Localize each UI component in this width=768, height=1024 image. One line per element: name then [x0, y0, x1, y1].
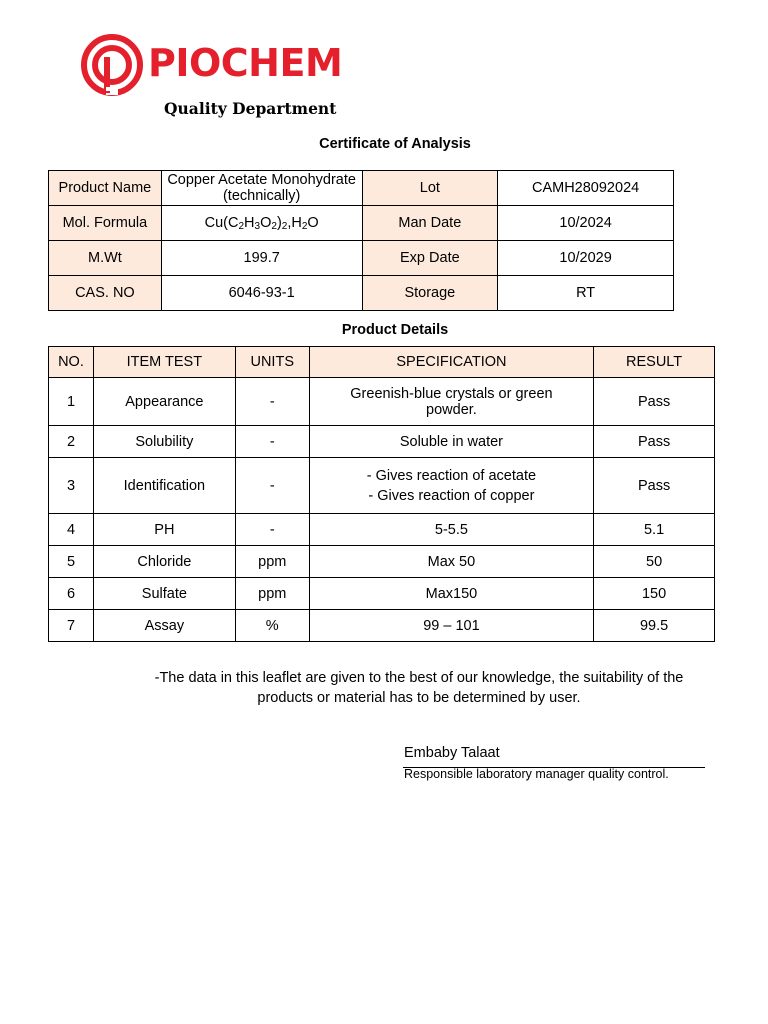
table-row: [49, 610, 715, 642]
specification-line: - Gives reaction of acetate: [366, 467, 537, 484]
specification-line: 99 – 101: [423, 617, 480, 634]
units: -: [235, 514, 309, 546]
item-test: Appearance: [93, 378, 235, 426]
specification: [309, 378, 593, 426]
disclaimer-text: -The data in this leaflet are given to the best of our knowledge, the suitability of the products or material has to be determined by user.: [154, 670, 684, 706]
table-row: [49, 171, 674, 206]
lot-value: CAMH28092024: [498, 171, 674, 206]
storage-label: Storage: [362, 276, 498, 311]
specification: [309, 610, 593, 642]
row-number: 5: [49, 546, 94, 578]
man-date-label: Man Date: [362, 206, 498, 241]
product-details-table: [48, 346, 715, 642]
item-test: Assay: [93, 610, 235, 642]
specification-line: 5-5.5: [434, 521, 468, 538]
brand-name: PIOCHEM: [148, 41, 343, 85]
man-date-value: 10/2024: [498, 206, 674, 241]
signatory-name: Embaby Talaat: [404, 745, 500, 761]
row-number: 7: [49, 610, 94, 642]
table-row: [49, 546, 715, 578]
row-number: 4: [49, 514, 94, 546]
units: ppm: [235, 546, 309, 578]
product-info-table: [48, 170, 674, 311]
specification-line: Soluble in water: [399, 433, 504, 450]
formula-value: [161, 206, 362, 241]
item-test: Sulfate: [93, 578, 235, 610]
column-header: UNITS: [235, 347, 309, 378]
specification: [309, 426, 593, 458]
table-row: [49, 206, 674, 241]
table-row: [49, 514, 715, 546]
units: -: [235, 378, 309, 426]
formula-label: Mol. Formula: [49, 206, 162, 241]
mwt-value: 199.7: [161, 241, 362, 276]
table-row: [49, 578, 715, 610]
mwt-label: M.Wt: [49, 241, 162, 276]
exp-date-label: Exp Date: [362, 241, 498, 276]
item-test: PH: [93, 514, 235, 546]
units: -: [235, 458, 309, 514]
table-row: [49, 241, 674, 276]
company-logo: [80, 30, 342, 100]
result: 5.1: [594, 514, 715, 546]
row-number: 2: [49, 426, 94, 458]
result: 99.5: [594, 610, 715, 642]
item-test: Chloride: [93, 546, 235, 578]
table-row: [49, 276, 674, 311]
item-test: Identification: [93, 458, 235, 514]
details-title: Product Details: [341, 322, 449, 338]
result: Pass: [594, 378, 715, 426]
table-row: [49, 458, 715, 514]
exp-date-value: 10/2029: [498, 241, 674, 276]
table-row: [49, 378, 715, 426]
result: 150: [594, 578, 715, 610]
specification: [309, 546, 593, 578]
column-header: ITEM TEST: [93, 347, 235, 378]
column-header: SPECIFICATION: [309, 347, 593, 378]
row-number: 6: [49, 578, 94, 610]
signatory-title: Responsible laboratory manager quality control.: [404, 767, 669, 781]
result: 50: [594, 546, 715, 578]
certificate-title: Certificate of Analysis: [319, 136, 471, 152]
specification-line: Max150: [425, 585, 478, 602]
specification: [309, 514, 593, 546]
row-number: 1: [49, 378, 94, 426]
result: Pass: [594, 458, 715, 514]
piochem-logo-icon: [80, 33, 144, 97]
specification: [309, 458, 593, 514]
row-number: 3: [49, 458, 94, 514]
storage-value: RT: [498, 276, 674, 311]
item-test: Solubility: [93, 426, 235, 458]
specification-line: Greenish-blue crystals or green powder.: [350, 385, 553, 418]
department-title: Quality Department: [164, 99, 337, 118]
specification-line: - Gives reaction of copper: [368, 487, 535, 504]
lot-label: Lot: [362, 171, 498, 206]
units: ppm: [235, 578, 309, 610]
product-name-value: Copper Acetate Monohydrate (technically): [161, 171, 362, 206]
column-header: NO.: [49, 347, 94, 378]
cas-label: CAS. NO: [49, 276, 162, 311]
product-name-label: Product Name: [49, 171, 162, 206]
result: Pass: [594, 426, 715, 458]
units: %: [235, 610, 309, 642]
specification-line: Max 50: [427, 553, 476, 570]
table-row: [49, 426, 715, 458]
formula-rendered: $Cu(C_2H_3O_2)_2,H_2O$: [204, 215, 319, 232]
column-header: RESULT: [594, 347, 715, 378]
specification: [309, 578, 593, 610]
units: -: [235, 426, 309, 458]
table-header-row: [49, 347, 715, 378]
cas-value: 6046-93-1: [161, 276, 362, 311]
